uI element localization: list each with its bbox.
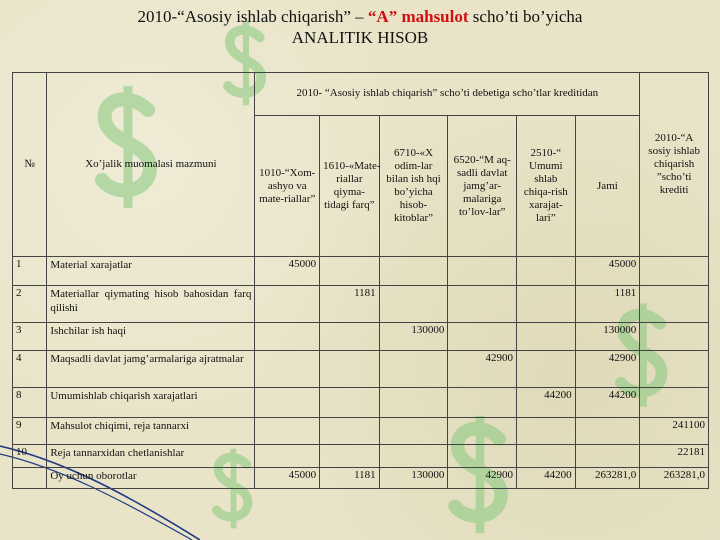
header-debit-group: 2010- “Asosiy ishlab chiqarish” scho’ti debetiga scho’tlar kreditidan bbox=[255, 73, 640, 116]
cell-c3 bbox=[379, 388, 448, 417]
cell-c1 bbox=[255, 323, 320, 350]
cell-c3 bbox=[379, 285, 448, 323]
cell-c2: 1181 bbox=[320, 467, 380, 488]
cell-c1: 45000 bbox=[255, 467, 320, 488]
cell-jami: 44200 bbox=[575, 388, 640, 417]
cell-credit bbox=[640, 257, 709, 285]
cell-c3: 130000 bbox=[379, 467, 448, 488]
cell-jami bbox=[575, 417, 640, 444]
row-description: Maqsadli davlat jamg’armalariga ajratmalar bbox=[47, 350, 255, 388]
cell-c5 bbox=[517, 257, 576, 285]
header-col-6710: 6710-«X odim-lar bilan ish hqi bo’yicha hisob-kitoblar” bbox=[379, 115, 448, 256]
table-row bbox=[13, 444, 709, 467]
cell-c1 bbox=[255, 417, 320, 444]
cell-jami: 1181 bbox=[575, 285, 640, 323]
row-number: 2 bbox=[13, 285, 47, 323]
row-number: 4 bbox=[13, 350, 47, 388]
cell-c2 bbox=[320, 388, 380, 417]
row-description: Umumishlab chiqarish xarajatlari bbox=[47, 388, 255, 417]
cell-c1 bbox=[255, 285, 320, 323]
table-row bbox=[13, 417, 709, 444]
table-row bbox=[13, 323, 709, 350]
cell-c1 bbox=[255, 444, 320, 467]
row-description: Materiallar qiymating hisob bahosidan farq qilishi bbox=[47, 285, 255, 323]
cell-c4 bbox=[448, 417, 517, 444]
cell-c4 bbox=[448, 323, 517, 350]
table-row bbox=[13, 285, 709, 323]
cell-credit: 22181 bbox=[640, 444, 709, 467]
slide-title bbox=[0, 6, 720, 48]
cell-jami: 130000 bbox=[575, 323, 640, 350]
cell-c4 bbox=[448, 257, 517, 285]
header-col-1010: 1010-“Xom-ashyo va mate-riallar” bbox=[255, 115, 320, 256]
row-number bbox=[13, 467, 47, 488]
table-row bbox=[13, 467, 709, 488]
title-highlight: “A” mahsulot bbox=[367, 7, 469, 26]
cell-c4: 42900 bbox=[448, 467, 517, 488]
header-row-1 bbox=[13, 73, 709, 116]
cell-c1 bbox=[255, 350, 320, 388]
header-col-jami: Jami bbox=[575, 115, 640, 256]
analytic-ledger-table bbox=[12, 72, 709, 489]
cell-c3 bbox=[379, 350, 448, 388]
cell-c5 bbox=[517, 417, 576, 444]
row-description: Material xarajatlar bbox=[47, 257, 255, 285]
cell-credit bbox=[640, 388, 709, 417]
cell-c2 bbox=[320, 444, 380, 467]
header-credit: 2010-“A sosiy ishlab chiqarish ”scho’ti krediti bbox=[640, 73, 709, 257]
cell-c3 bbox=[379, 417, 448, 444]
cell-credit bbox=[640, 323, 709, 350]
title-line-2: ANALITIK HISOB bbox=[291, 28, 429, 47]
cell-c5: 44200 bbox=[517, 467, 576, 488]
row-number: 10 bbox=[13, 444, 47, 467]
cell-c1 bbox=[255, 388, 320, 417]
cell-c4 bbox=[448, 444, 517, 467]
title-part-1: 2010-“Asosiy ishlab chiqarish” – bbox=[137, 7, 368, 26]
row-description: Mahsulot chiqimi, reja tannarxi bbox=[47, 417, 255, 444]
cell-c3: 130000 bbox=[379, 323, 448, 350]
cell-c2 bbox=[320, 417, 380, 444]
cell-c2 bbox=[320, 323, 380, 350]
cell-credit: 241100 bbox=[640, 417, 709, 444]
cell-c2 bbox=[320, 350, 380, 388]
cell-c5: 44200 bbox=[517, 388, 576, 417]
cell-c4 bbox=[448, 285, 517, 323]
cell-jami bbox=[575, 444, 640, 467]
cell-c5 bbox=[517, 285, 576, 323]
header-col-6520: 6520-“M aq-sadli davlat jamg’ar-malariga to’lov-lar” bbox=[448, 115, 517, 256]
cell-credit bbox=[640, 350, 709, 388]
cell-c4: 42900 bbox=[448, 350, 517, 388]
cell-credit bbox=[640, 285, 709, 323]
cell-jami: 45000 bbox=[575, 257, 640, 285]
row-description: Oy uchun oborotlar bbox=[47, 467, 255, 488]
title-part-2: scho’ti bo’yicha bbox=[468, 7, 583, 26]
row-number: 1 bbox=[13, 257, 47, 285]
cell-credit: 263281,0 bbox=[640, 467, 709, 488]
cell-c2 bbox=[320, 257, 380, 285]
cell-c2: 1181 bbox=[320, 285, 380, 323]
cell-c3 bbox=[379, 257, 448, 285]
cell-jami: 42900 bbox=[575, 350, 640, 388]
cell-c4 bbox=[448, 388, 517, 417]
cell-c5 bbox=[517, 444, 576, 467]
header-no: № bbox=[13, 73, 47, 257]
header-col-1610: 1610-«Mate-riallar qiyma-tidagi farq” bbox=[320, 115, 380, 256]
row-number: 8 bbox=[13, 388, 47, 417]
cell-c5 bbox=[517, 323, 576, 350]
header-content: Xo’jalik muomalasi mazmuni bbox=[47, 73, 255, 257]
cell-c3 bbox=[379, 444, 448, 467]
cell-c1: 45000 bbox=[255, 257, 320, 285]
table-row bbox=[13, 388, 709, 417]
row-description: Reja tannarxidan chetlanishlar bbox=[47, 444, 255, 467]
row-number: 3 bbox=[13, 323, 47, 350]
table-row bbox=[13, 257, 709, 285]
table-row bbox=[13, 350, 709, 388]
header-col-2510: 2510-“ Umumi shlab chiqa-rish xarajat-lari” bbox=[517, 115, 576, 256]
row-description: Ishchilar ish haqi bbox=[47, 323, 255, 350]
cell-jami: 263281,0 bbox=[575, 467, 640, 488]
title-line-1 bbox=[0, 6, 720, 27]
row-number: 9 bbox=[13, 417, 47, 444]
cell-c5 bbox=[517, 350, 576, 388]
